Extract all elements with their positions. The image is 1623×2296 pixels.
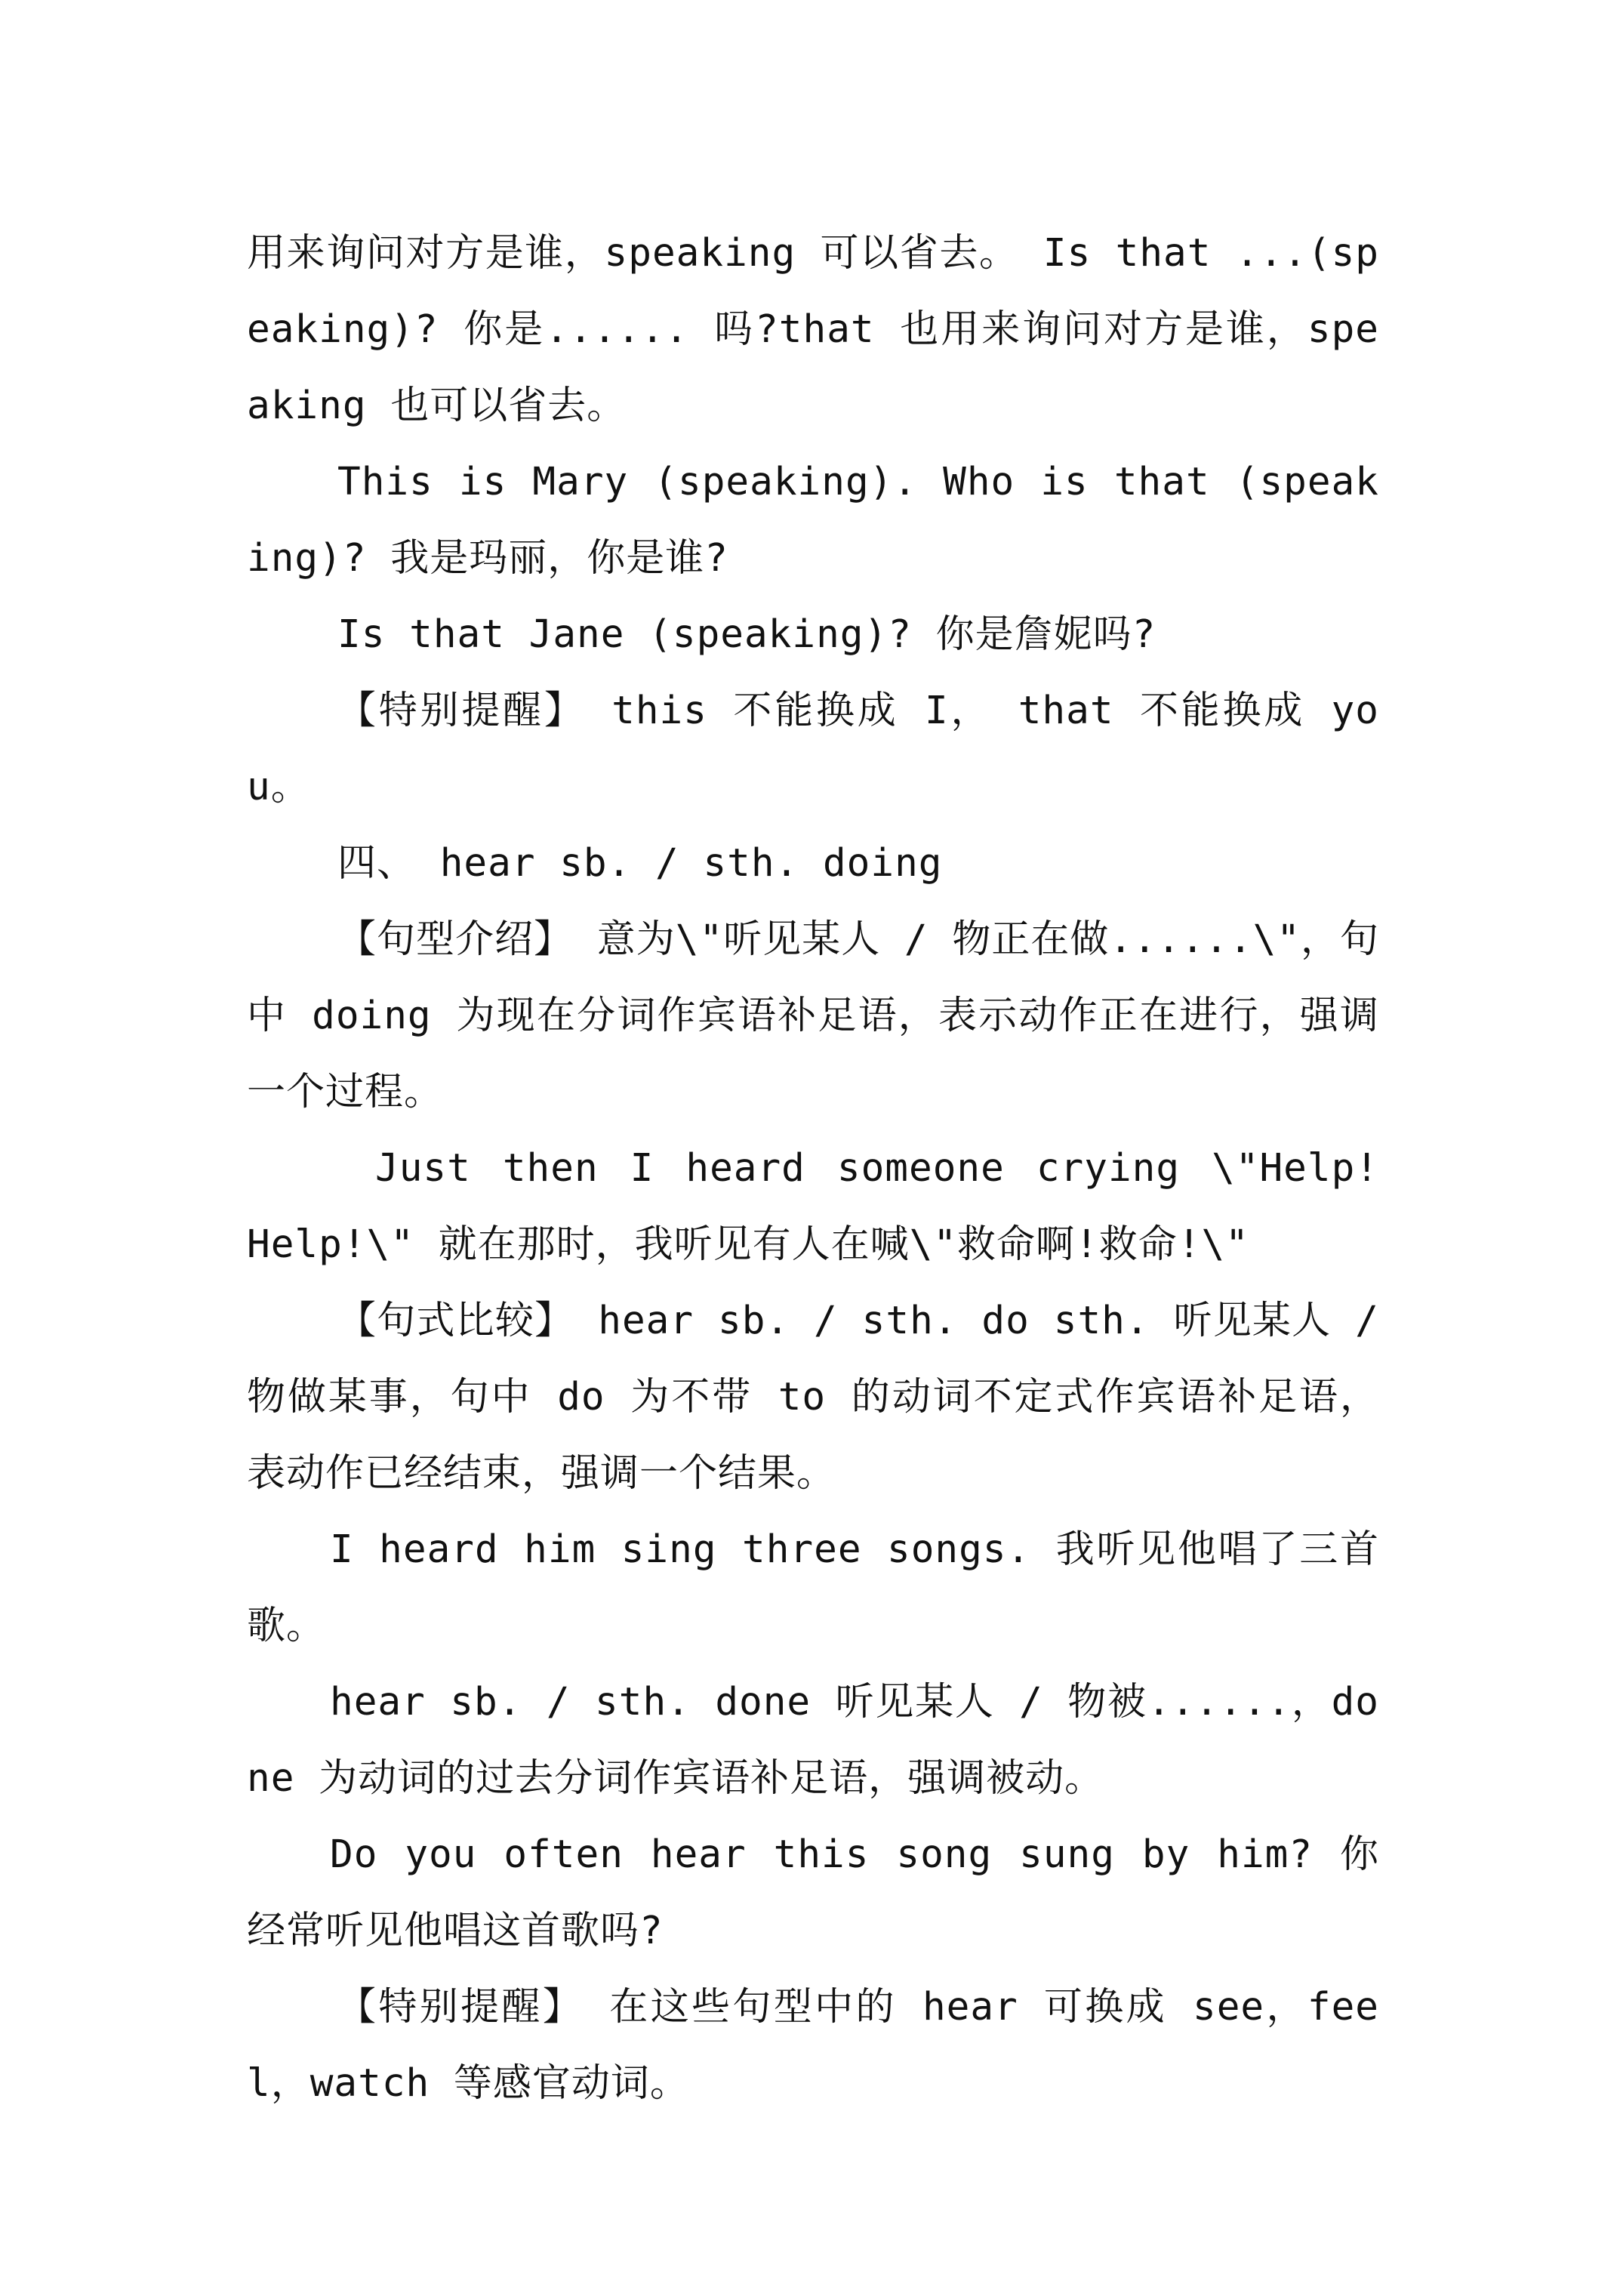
paragraph-example-help: Just then I heard someone crying \"Help! Help!\" 就在那时，我听见有人在喊\"救命啊!救命!\"	[247, 1146, 1379, 1267]
document-body	[247, 215, 1379, 2122]
paragraph-pattern-introduction: 【句型介绍】 意为\"听见某人 / 物正在做......\"，句中 doing 为现在分词作宾语补足语，表示动作正在进行，强调一个过程。	[247, 917, 1379, 1114]
paragraph-hear-done: hear sb. / sth. done 听见某人 / 物被......，done 为动词的过去分词作宾语补足语，强调被动。	[247, 1680, 1379, 1801]
paragraph-special-reminder-this-that: 【特别提醒】 this 不能换成 I， that 不能换成 you。	[247, 689, 1379, 809]
paragraph-example-sing-songs: I heard him sing three songs. 我听见他唱了三首歌。	[247, 1527, 1379, 1648]
paragraph-special-reminder-sense-verbs: 【特别提醒】 在这些句型中的 hear 可换成 see，feel，watch 等感官动词。	[247, 1985, 1379, 2106]
section-heading-hear-doing: 四、 hear sb. / sth. doing	[337, 841, 943, 886]
paragraph-speaking-omission: 用来询问对方是谁，speaking 可以省去。 Is that ...(speaking)? 你是...... 吗?that 也用来询问对方是谁，speaking 也可以省去。	[247, 231, 1379, 428]
paragraph-pattern-comparison: 【句式比较】 hear sb. / sth. do sth. 听见某人 / 物做某事，句中 do 为不带 to 的动词不定式作宾语补足语，表动作已经结束，强调一个结果。	[247, 1299, 1379, 1496]
paragraph-example-song-sung: Do you often hear this song sung by him? 你经常听见他唱这首歌吗?	[247, 1832, 1379, 1953]
paragraph-example-mary: This is Mary (speaking). Who is that (speaking)? 我是玛丽，你是谁?	[247, 460, 1379, 581]
paragraph-example-jane: Is that Jane (speaking)? 你是詹妮吗?	[337, 612, 1156, 657]
